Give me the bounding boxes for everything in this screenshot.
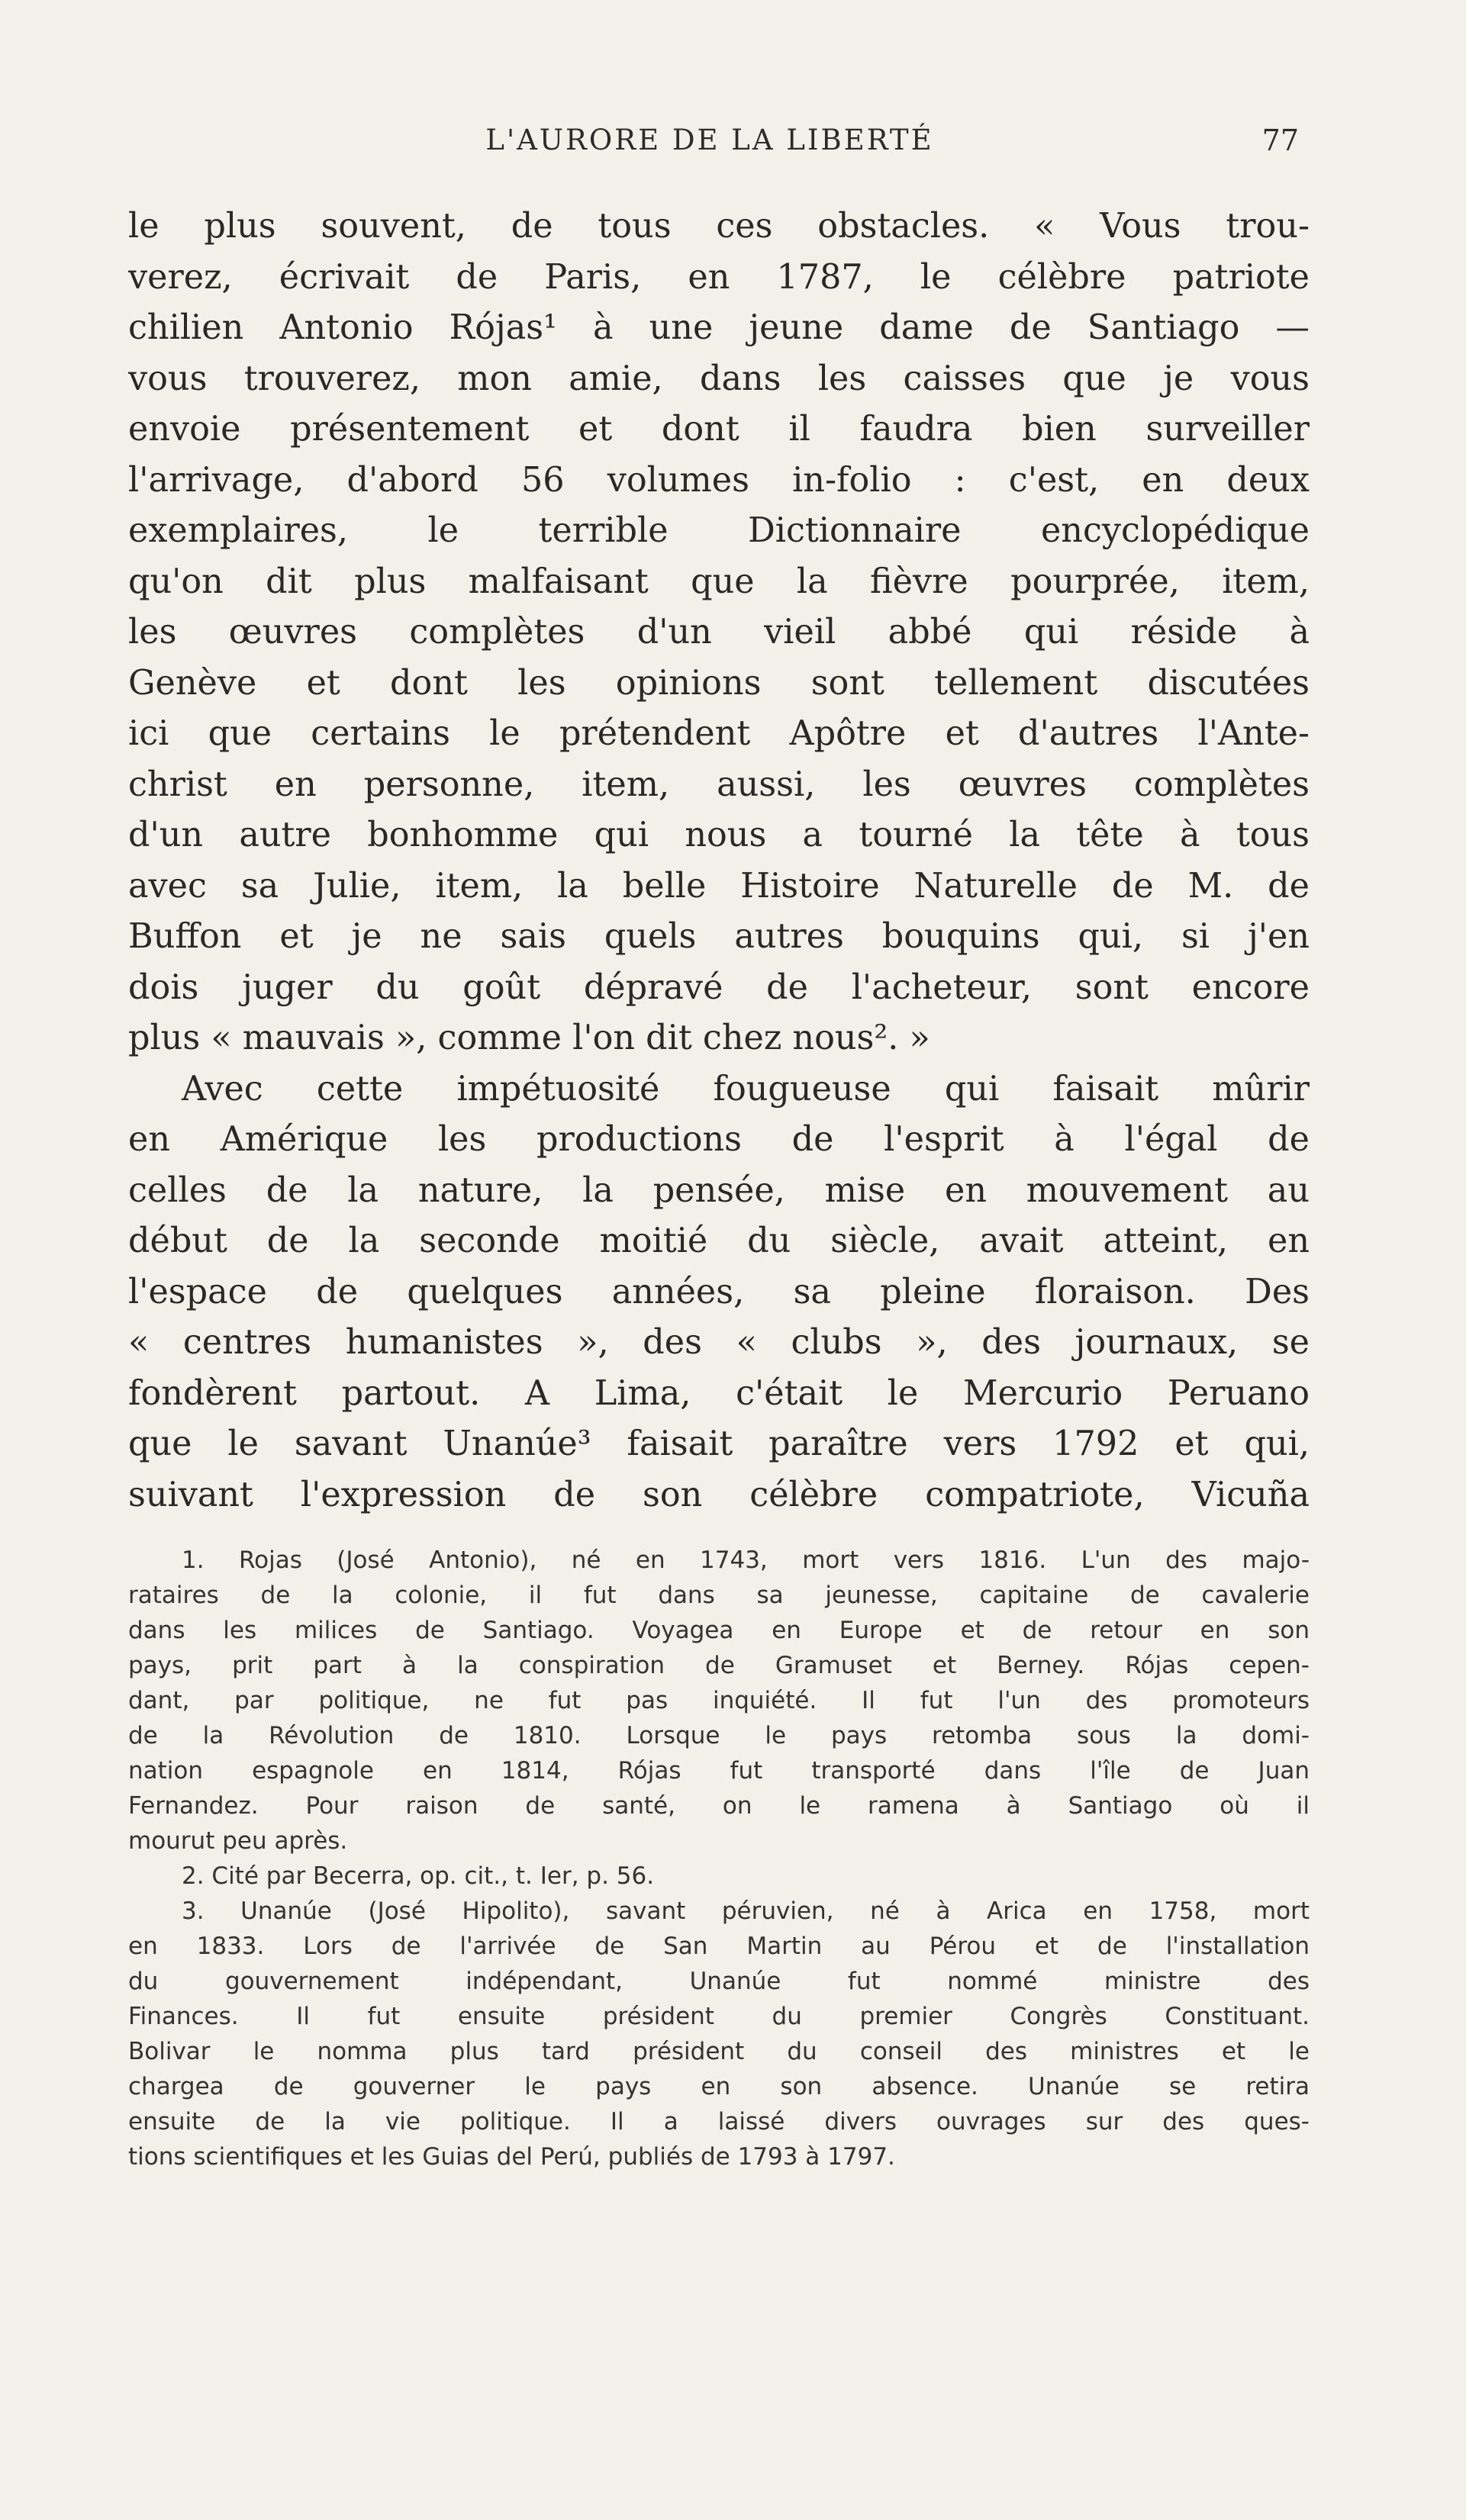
footnote-line: 1. Rojas (José Antonio), né en 1743, mort vers 1816. L'un des majo- <box>182 1546 1310 1574</box>
text-line: d'un autre bonhomme qui nous a tourné la tête à tous <box>128 816 1310 854</box>
footnote-line: de la Révolution de 1810. Lorsque le pays retomba sous la domi- <box>128 1722 1310 1749</box>
text-line: l'espace de quelques années, sa pleine floraison. Des <box>128 1272 1310 1311</box>
text-line: le plus souvent, de tous ces obstacles. « Vous trou- <box>128 207 1310 246</box>
text-line: ici que certains le prétendent Apôtre et d'autres l'Ante- <box>128 714 1310 753</box>
text-line: christ en personne, item, aussi, les œuvres complètes <box>128 764 1310 804</box>
text-line: Genève et dont les opinions sont tellement discutées <box>128 663 1310 703</box>
text-line: fondèrent partout. A Lima, c'était le Mercurio Peruano <box>128 1373 1310 1413</box>
footnote-line: 2. Cité par Becerra, op. cit., t. Ier, p. 56. <box>182 1862 655 1890</box>
footnote-line: Finances. Il fut ensuite président du premier Congrès Constituant. <box>128 2003 1310 2030</box>
text-line: Buffon et je ne sais quels autres bouquins qui, si j'en <box>128 917 1310 956</box>
footnote-line: rataires de la colonie, il fut dans sa jeunesse, capitaine de cavalerie <box>128 1582 1310 1609</box>
text-line: celles de la nature, la pensée, mise en mouvement au <box>128 1170 1310 1210</box>
text-line: dois juger du goût dépravé de l'acheteur, sont encore <box>128 967 1310 1007</box>
text-line: vous trouverez, mon amie, dans les caisses que je vous <box>128 359 1310 398</box>
footnote-line: ensuite de la vie politique. Il a laissé divers ouvrages sur des ques- <box>128 2108 1310 2135</box>
text-line: exemplaires, le terrible Dictionnaire encyclopédique <box>128 511 1310 550</box>
text-line: suivant l'expression de son célèbre compatriote, Vicuña <box>128 1475 1310 1514</box>
footnote-line: dans les milices de Santiago. Voyagea en Europe et de retour en son <box>128 1617 1310 1644</box>
main-text <box>128 201 1310 1521</box>
text-line: « centres humanistes », des « clubs », des journaux, se <box>128 1323 1310 1362</box>
text-line: que le savant Unanúe³ faisait paraître vers 1792 et qui, <box>128 1424 1310 1463</box>
text-line: les œuvres complètes d'un vieil abbé qui réside à <box>128 613 1310 652</box>
page-number: 77 <box>1261 124 1299 157</box>
footnotes <box>128 1543 1310 2174</box>
text-line: l'arrivage, d'abord 56 volumes in-folio : c'est, en deux <box>128 460 1310 500</box>
footnote-line: Bolivar le nomma plus tard président du conseil des ministres et le <box>128 2038 1310 2065</box>
footnote-line: en 1833. Lors de l'arrivée de San Martin au Pérou et de l'installation <box>128 1933 1310 1960</box>
text-line: qu'on dit plus malfaisant que la fièvre pourprée, item, <box>128 562 1310 601</box>
footnote-line: pays, prit part à la conspiration de Gramuset et Berney. Rójas cepen- <box>128 1652 1310 1679</box>
text-line: Avec cette impétuosité fougueuse qui faisait mûrir <box>182 1069 1310 1109</box>
footnote-line: 3. Unanúe (José Hipolito), savant péruvien, né à Arica en 1758, mort <box>182 1897 1310 1925</box>
text-line: en Amérique les productions de l'esprit à l'égal de <box>128 1120 1310 1159</box>
text-line: plus « mauvais », comme l'on dit chez nous². » <box>128 1019 930 1057</box>
footnote-line: Fernandez. Pour raison de santé, on le ramena à Santiago où il <box>128 1792 1310 1820</box>
running-title: L'AURORE DE LA LIBERTÉ <box>485 124 934 156</box>
footnote-line: nation espagnole en 1814, Rójas fut transporté dans l'île de Juan <box>128 1757 1310 1785</box>
text-line: début de la seconde moitié du siècle, avait atteint, en <box>128 1221 1310 1260</box>
running-head <box>130 124 1299 169</box>
text-line: chilien Antonio Rójas¹ à une jeune dame de Santiago — <box>128 308 1310 347</box>
text-line: avec sa Julie, item, la belle Histoire Naturelle de M. de <box>128 866 1310 906</box>
footnote-line: chargea de gouverner le pays en son absence. Unanúe se retira <box>128 2073 1310 2100</box>
footnote-line: dant, par politique, ne fut pas inquiété. Il fut l'un des promoteurs <box>128 1687 1310 1714</box>
footnote-line: du gouvernement indépendant, Unanúe fut nommé ministre des <box>128 1968 1310 1995</box>
text-line: verez, écrivait de Paris, en 1787, le célèbre patriote <box>128 257 1310 297</box>
footnote-line: mourut peu après. <box>128 1827 348 1855</box>
text-line: envoie présentement et dont il faudra bien surveiller <box>128 410 1310 449</box>
footnote-line: tions scientifiques et les Guias del Perú, publiés de 1793 à 1797. <box>128 2143 895 2171</box>
